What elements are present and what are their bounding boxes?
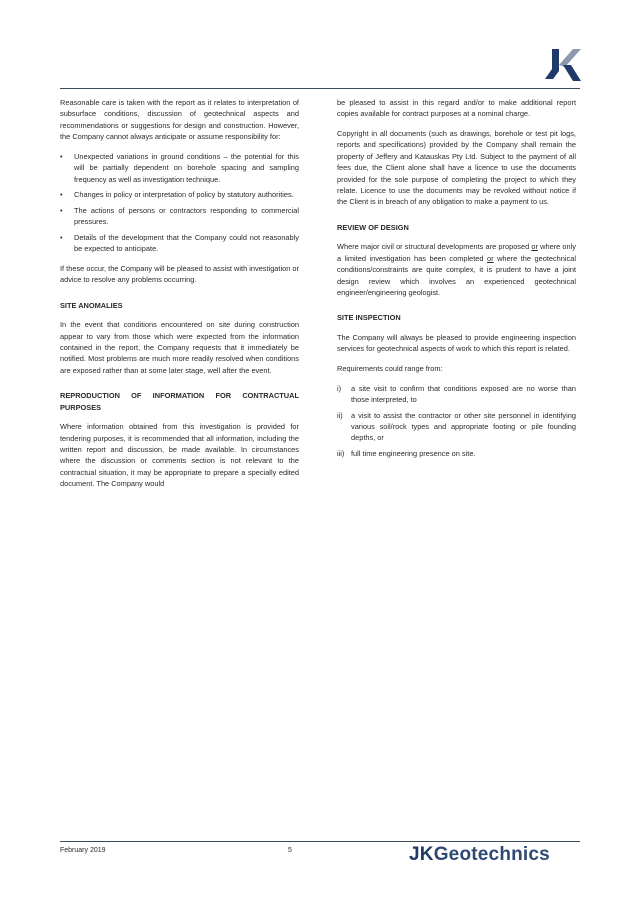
jk-logo-icon <box>539 47 581 83</box>
list-item: • Unexpected variations in ground conditions – the potential for this will be partially dependent on borehole spacing and sampling frequency as well as investigation technique. <box>60 151 299 184</box>
list-item: • Details of the development that the Company could not reasonably be expected to anticipate. <box>60 232 299 254</box>
site-anomalies-heading: SITE ANOMALIES <box>60 300 123 310</box>
limitations-list <box>60 151 299 255</box>
header-rule <box>60 88 580 89</box>
site-inspection-heading: SITE INSPECTION <box>337 313 401 323</box>
copyright-paragraph: Copyright in all documents (such as drawings, borehole or test pit logs, reports and specifications) provided by the Company shall remain the property of Jeffery and Katauskas Pty Ltd. Subject to the payment of all fees due, the Client alone shall have a licence to use the documents provided for the sole purpose of completing the project to which they relate. Licence to use the documents may be revoked without notice if the Client is in breach of any obligation to make a payment to us. <box>337 129 576 207</box>
review-of-design-heading: REVIEW OF DESIGN <box>337 222 409 232</box>
review-of-design-paragraph: Where major civil or structural developments are proposed or where only a limited investigation has been completed or where the geotechnical conditions/constraints are quite complex, it is prudent to have a joint design review which involves an experienced geotechnical engineer/engineering geologist. <box>337 242 576 298</box>
requirements-list <box>337 383 576 460</box>
list-item: • Changes in policy or interpretation of policy by statutory authorities. <box>60 190 294 200</box>
intro-paragraph: Reasonable care is taken with the report as it relates to interpretation of subsurface conditions, discussion of geotechnical aspects and recommendations or suggestions for design and construction. However, the Company cannot always anticipate or assume responsibility for: <box>60 98 299 142</box>
brand-jk: JK <box>409 844 434 865</box>
site-anomalies-paragraph: In the event that conditions encountered on site during construction appear to vary from those which were expected from the information contained in the report, the Company requests that it immediately be notified. Most problems are much more readily resolved when conditions are exposed rather than at some later stage, well after the event. <box>60 320 299 375</box>
reproduction-paragraph: Where information obtained from this investigation is provided for tendering purposes, it is recommended that all information, including the written report and discussion, be made available. In circumstances where the discussion or comments section is not relevant to the contractual situation, it may be appropriate to prepare a specially edited document. The Company would <box>60 422 299 489</box>
brand-geotechnics: Geotechnics <box>433 844 550 865</box>
list-item: i) a site visit to confirm that conditions exposed are no worse than those interpreted, to <box>337 383 576 405</box>
left-column <box>60 97 299 498</box>
brand-wordmark <box>409 842 550 868</box>
list-item: iii) full time engineering presence on site. <box>337 449 476 459</box>
requirements-intro: Requirements could range from: <box>337 364 443 374</box>
assist-paragraph: If these occur, the Company will be pleased to assist with investigation or advice to resolve any problems occurring. <box>60 263 299 285</box>
page-number: 5 <box>288 847 292 854</box>
right-column <box>337 97 576 468</box>
continuation-paragraph: be pleased to assist in this regard and/or to make additional report copies available for contract purposes at a nominal charge. <box>337 98 576 119</box>
list-item: • The actions of persons or contractors responding to commercial pressures. <box>60 205 299 227</box>
site-inspection-paragraph: The Company will always be pleased to provide engineering inspection services for geotechnical aspects of work to which this report is related. <box>337 333 576 354</box>
list-item: ii) a visit to assist the contractor or other site personnel in identifying various soil/rock types and appropriate footing or pile founding depths, or <box>337 410 576 443</box>
reproduction-heading: REPRODUCTION OF INFORMATION FOR CONTRACTUAL PURPOSES <box>60 391 299 412</box>
footer-date: February 2019 <box>60 847 106 854</box>
